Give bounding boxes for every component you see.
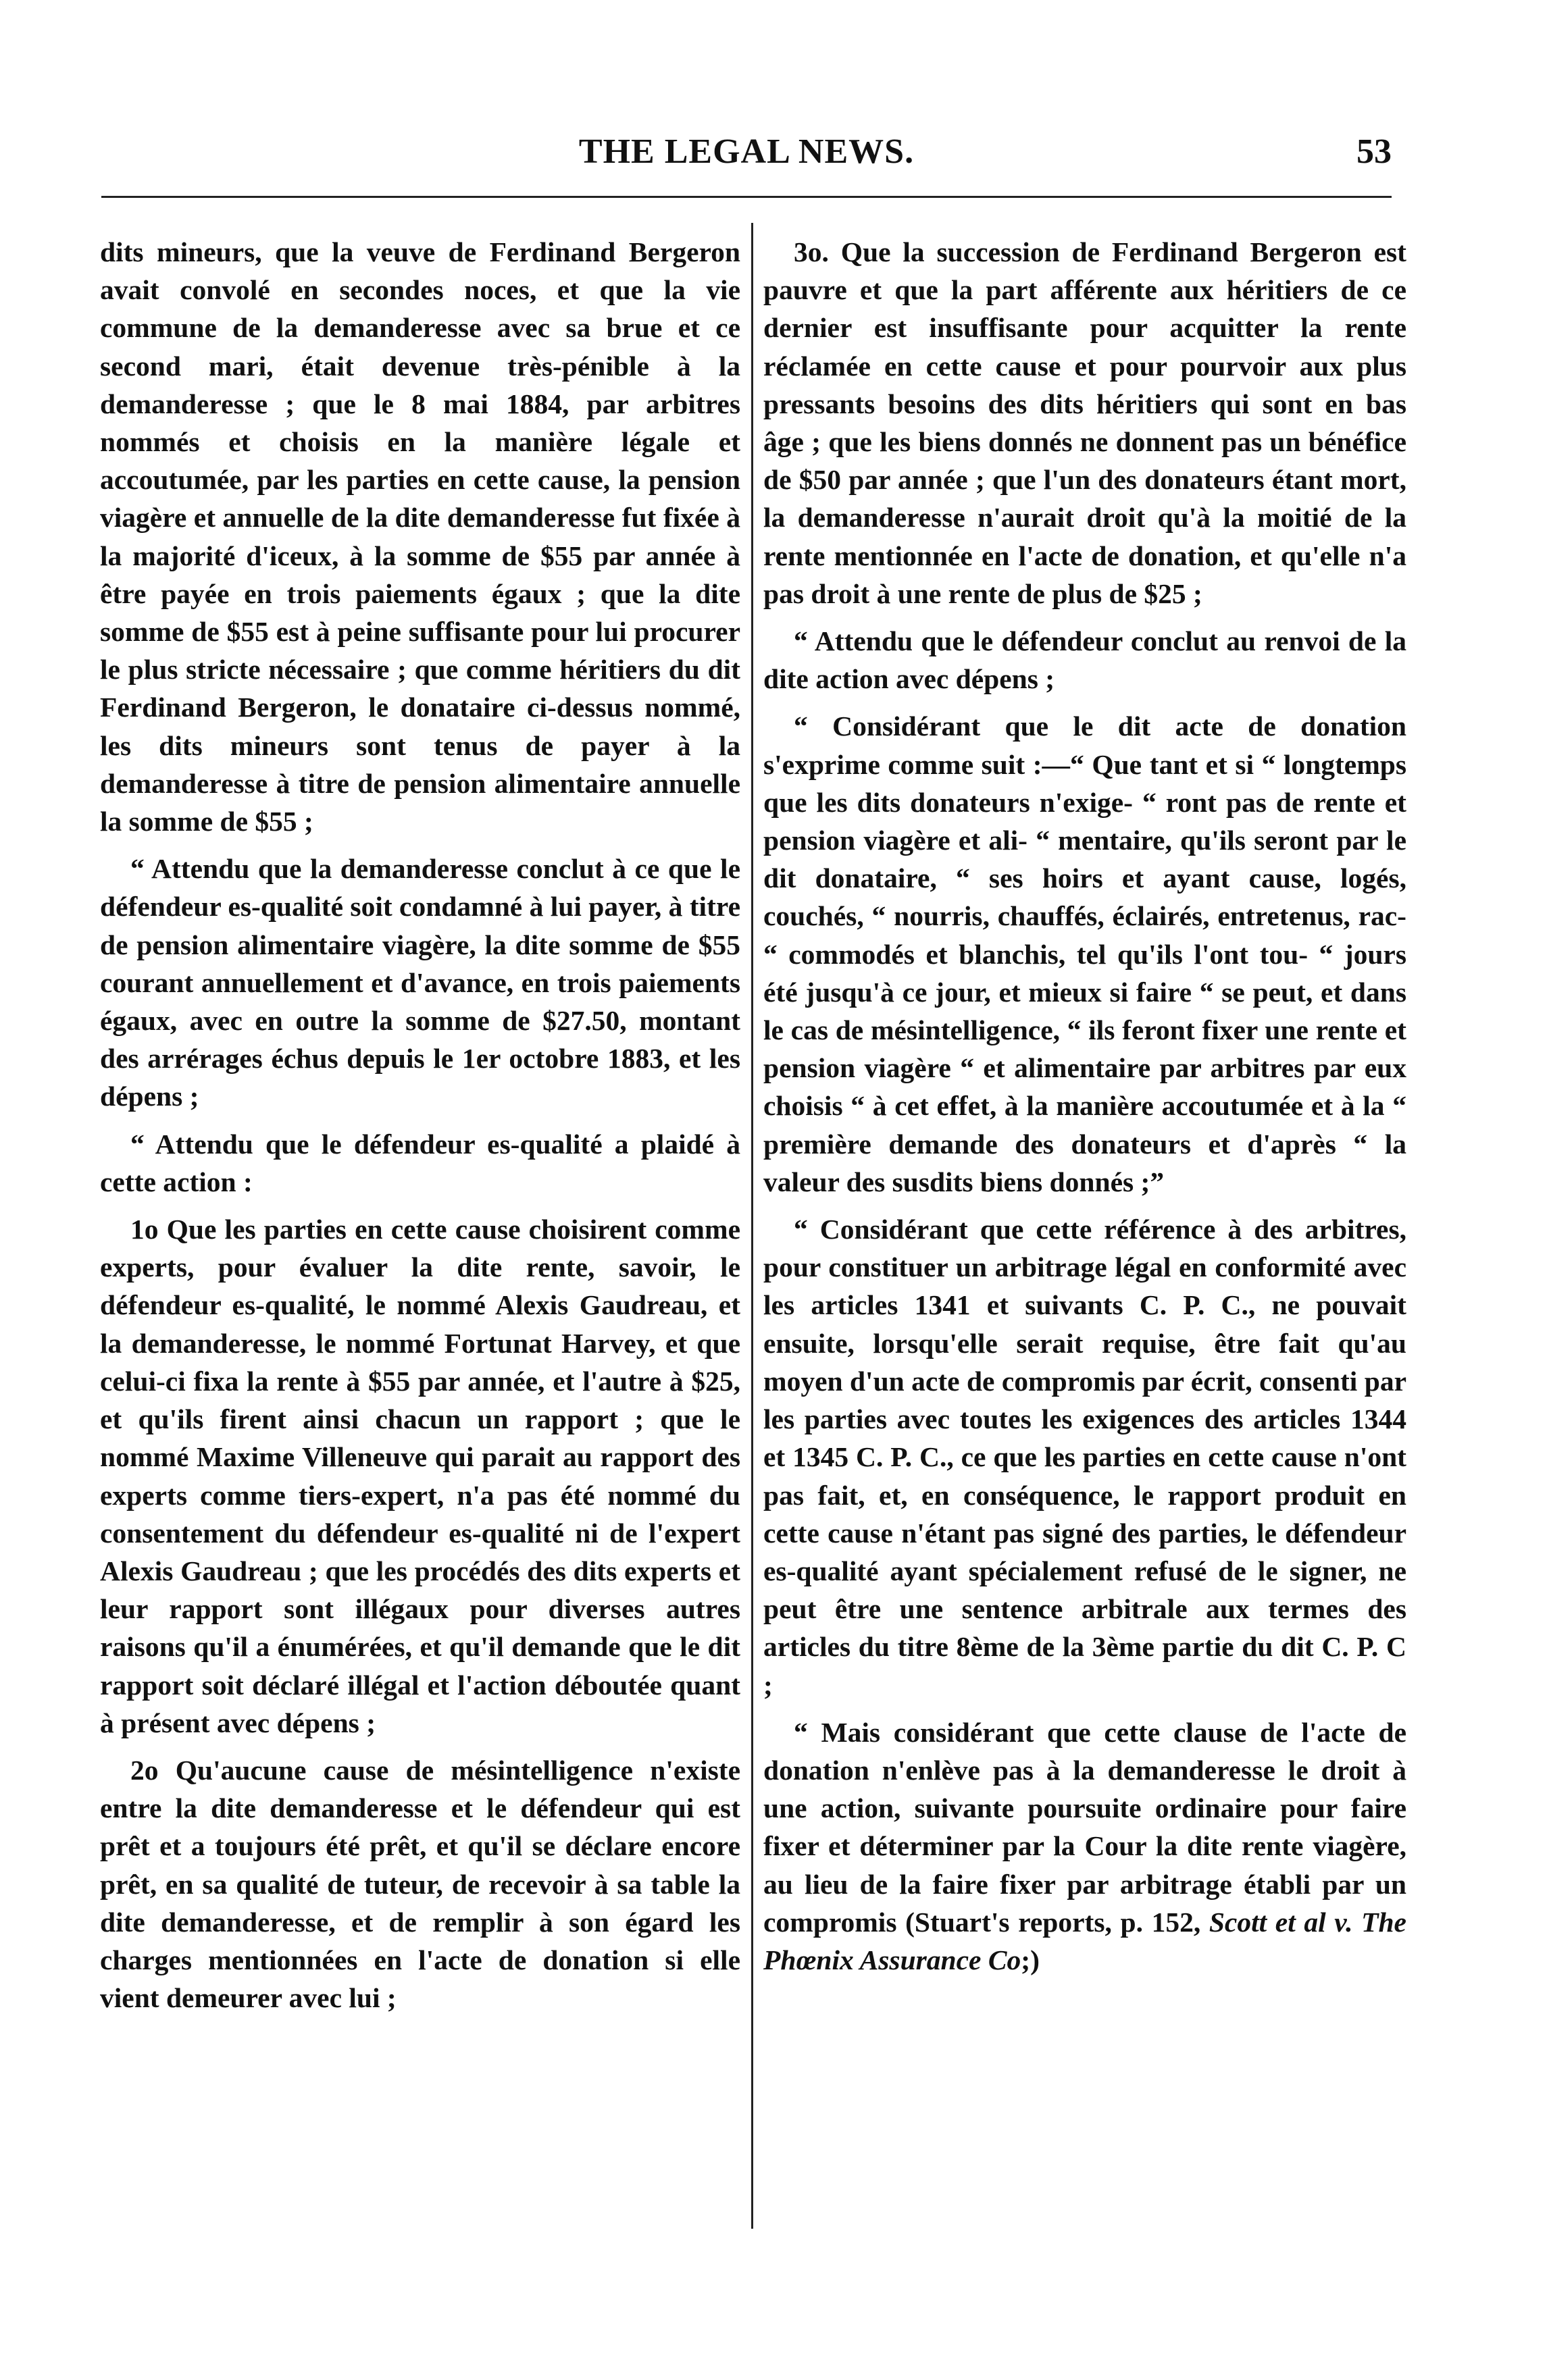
left-column — [100, 233, 740, 2026]
paragraph-text: “ Mais considérant que cette clause de l'acte de donation n'enlève pas à la demanderesse le droit à une action, suivante poursuite ordinaire pour faire fixer et déterminer par la Cour la dite rente viagère, au lieu de la faire fixer par arbitrage établi par un compromis (Stuart's reports, p. 152, — [763, 1716, 1406, 1938]
paragraph: 1o Que les parties en cette cause choisirent comme experts, pour évaluer la dite rente, savoir, le défendeur es-qualité, le nommé Alexis Gaudreau, et la demanderesse, le nommé Fortunat Harvey, et que celui-ci fixa la rente à $55 par année, et l'autre à $25, et qu'ils firent ainsi chacun un rapport ; que le nommé Maxime Villeneuve qui parait au rapport des experts comme tiers-expert, n'a pas été nommé du consentement du défendeur es-qualité ni de l'expert Alexis Gaudreau ; que les procédés des dits experts et leur rapport sont illégaux pour diverses autres raisons qu'il a énumérées, et qu'il demande que le dit rapport soit déclaré illégal et l'action déboutée quant à présent avec dépens ; — [100, 1214, 740, 1738]
paragraph — [763, 1713, 1406, 1979]
paragraph: “ Attendu que le défendeur conclut au renvoi de la dite action avec dépens ; — [763, 625, 1406, 695]
paragraph: “ Attendu que la demanderesse conclut à ce que le défendeur es-qualité soit condamné à lui payer, à titre de pension alimentaire viagère, la dite somme de $55 courant annuellement et d'avance, en trois paiements égaux, avec en outre la somme de $27.50, montant des arrérages échus depuis le 1er octobre 1883, et les dépens ; — [100, 853, 740, 1112]
paragraph: dits mineurs, que la veuve de Ferdinand Bergeron avait convolé en secondes noces, et que la vie commune de la demanderesse avec sa brue et ce second mari, était devenue très-pénible à la demanderesse ; que le 8 mai 1884, par arbitres nommés et choisis en la manière légale et accoutumée, par les parties en cette cause, la pension viagère et annuelle de la dite demanderesse fut fixée à la majorité d'iceux, à la somme de $55 par année à être payée en trois paiements égaux ; que la dite somme de $55 est à peine suffisante pour lui procurer le plus stricte nécessaire ; que comme héritiers du dit Ferdinand Bergeron, le donataire ci-dessus nommé, les dits mineurs sont tenus de payer à la demanderesse à titre de pension alimentaire annuelle la somme de $55 ; — [100, 236, 740, 837]
page-number: 53 — [1356, 132, 1392, 171]
paragraph: “ Attendu que le défendeur es-qualité a plaidé à cette action : — [100, 1128, 740, 1197]
right-column — [763, 233, 1406, 1988]
paragraph: 3o. Que la succession de Ferdinand Bergeron est pauvre et que la part afférente aux héritiers de ce dernier est insuffisante pour acquitter la rente réclamée en cette cause et pour pourvoir aux plus pressants besoins des dits héritiers qui sont en bas âge ; que les biens donnés ne donnent pas un bénéfice de $50 par année ; que l'un des donateurs étant mort, la demanderesse n'aurait droit qu'à la moitié de la rente mentionnée en l'acte de donation, et qu'elle n'a pas droit à une rente de plus de $25 ; — [763, 236, 1406, 609]
paragraph: 2o Qu'aucune cause de mésintelligence n'existe entre la dite demanderesse et le défendeur qui est prêt et a toujours été prêt, et qu'il se déclare encore prêt, en sa qualité de tuteur, de recevoir à sa table la dite demanderesse, et de remplir à son égard les charges mentionnées en l'acte de donation si elle vient demeurer avec lui ; — [100, 1754, 740, 2014]
paragraph-end: ;) — [1021, 1944, 1040, 1975]
page-header — [101, 132, 1392, 179]
journal-title: THE LEGAL NEWS. — [578, 132, 915, 171]
column-divider — [751, 223, 753, 2229]
header-rule — [101, 196, 1392, 198]
case-citation: Scott et al v. The Phœnix Assurance Co — [763, 1906, 1406, 1975]
paragraph: “ Considérant que le dit acte de donation s'exprime comme suit :—“ Que tant et si “ longtemps que les dits donateurs n'exige- “ ront pas de rente et pension viagère et ali- “ mentaire, qu'ils seront par le dit donataire, “ ses hoirs et ayant cause, logés, couchés, “ nourris, chauffés, éclairés, entretenus, rac- “ commodés et blanchis, tel qu'ils l'ont tou- “ jours été jusqu'à ce jour, et mieux si faire “ se peut, et dans le cas de mésintelligence, “ ils feront fixer une rente et pension viagère “ et alimentaire par arbitres par eux choisis “ à cet effet, à la manière accoutumée et à la “ première demande des donateurs et d'après “ la valeur des susdits biens donnés ;” — [763, 710, 1406, 1197]
paragraph: “ Considérant que cette référence à des arbitres, pour constituer un arbitrage légal en conformité avec les articles 1341 et suivants C. P. C., ne pouvait ensuite, lorsqu'elle serait requise, être fait qu'au moyen d'un acte de compromis par écrit, consenti par les parties avec toutes les exigences des articles 1344 et 1345 C. P. C., ce que les parties en cette cause n'ont pas fait, et, en conséquence, le rapport produit en cette cause n'étant pas signé des parties, le défendeur es-qualité ayant spécialement refusé de le signer, ne peut être une sentence arbitrale aux termes des articles du titre 8ème de la 3ème partie du dit C. P. C ; — [763, 1214, 1406, 1701]
